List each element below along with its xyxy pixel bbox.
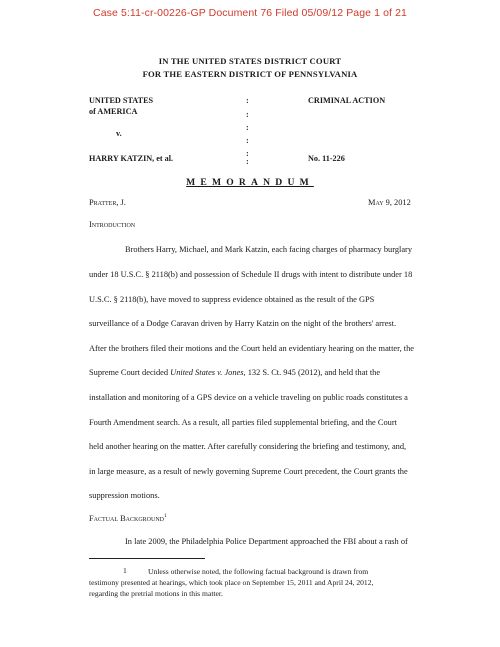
body-line: Brothers Harry, Michael, and Mark Katzin, each facing charges of pharmacy burglary xyxy=(125,245,413,254)
court-name: IN THE UNITED STATES DISTRICT COURT xyxy=(158,56,342,66)
caption-colon: : xyxy=(246,149,249,158)
caption-party1-line1: UNITED STATES xyxy=(89,96,154,105)
footnote-marker: 1 xyxy=(164,513,167,520)
body-line: in large measure, as a result of newly governing Supreme Court precedent, the Court grants the xyxy=(89,467,408,476)
court-district: FOR THE EASTERN DISTRICT OF PENNSYLVANIA xyxy=(142,69,358,79)
footnote-line: Unless otherwise noted, the following factual background is drawn from xyxy=(148,567,369,576)
caption-colon: : xyxy=(246,110,249,119)
heading-text: Factual Background xyxy=(89,514,165,523)
footnote-number: 1 xyxy=(123,566,127,575)
caption-colon: : xyxy=(246,123,249,132)
factual-background-heading xyxy=(89,514,167,523)
caption-defendant: HARRY KATZIN, et al. xyxy=(89,154,174,163)
caption-colon: : xyxy=(246,157,249,166)
body-line: surveillance of a Dodge Caravan driven by Harry Katzin on the night of the brothers' arrest. xyxy=(89,319,397,328)
case-citation: United States v. Jones xyxy=(170,368,244,377)
body-line: held another hearing on the matter. After carefully considering the briefing and testimony, and, xyxy=(89,442,407,451)
body-line: After the brothers filed their motions and the Court held an evidentiary hearing on the matter, the xyxy=(89,344,415,353)
footnote-line: regarding the pretrial motions in this matter. xyxy=(89,589,223,598)
caption-party1-line2: of AMERICA xyxy=(89,107,138,116)
caption-colon: : xyxy=(246,96,249,105)
body-line-jones-citation xyxy=(89,368,380,377)
introduction-heading: Introduction xyxy=(89,220,136,229)
judge-name: Pratter, J. xyxy=(89,198,126,207)
ecf-filing-header: Case 5:11-cr-00226-GP Document 76 Filed 05/09/12 Page 1 of 21 xyxy=(93,7,407,19)
body-text: , 132 S. Ct. 945 (2012), and held that the xyxy=(243,368,381,377)
body-line: under 18 U.S.C. § 2118(b) and possession of Schedule II drugs with intent to distribute under 18 xyxy=(89,270,413,279)
caption-colon: : xyxy=(246,136,249,145)
caption-case-number: No. 11-226 xyxy=(308,154,345,163)
footnote-separator xyxy=(89,558,205,559)
caption-action: CRIMINAL ACTION xyxy=(308,96,386,105)
body-line: U.S.C. § 2118(b), have moved to suppress evidence obtained as the result of the GPS xyxy=(89,295,375,304)
body-line: installation and monitoring of a GPS device on a vehicle traveling on public roads constitutes a xyxy=(89,393,408,402)
body-line: suppression motions. xyxy=(89,491,160,500)
footnote-line: testimony presented at hearings, which took place on September 15, 2011 and April 24, 2012, xyxy=(89,578,374,587)
body-line: Fourth Amendment search. As a result, all parties filed supplemental briefing, and the Court xyxy=(89,418,397,427)
opinion-date: May 9, 2012 xyxy=(368,198,411,207)
body-line: In late 2009, the Philadelphia Police Department approached the FBI about a rash of xyxy=(125,537,408,546)
body-text: Supreme Court decided xyxy=(89,368,171,377)
caption-versus: v. xyxy=(116,129,122,138)
memorandum-title: MEMORANDUM xyxy=(186,177,314,188)
